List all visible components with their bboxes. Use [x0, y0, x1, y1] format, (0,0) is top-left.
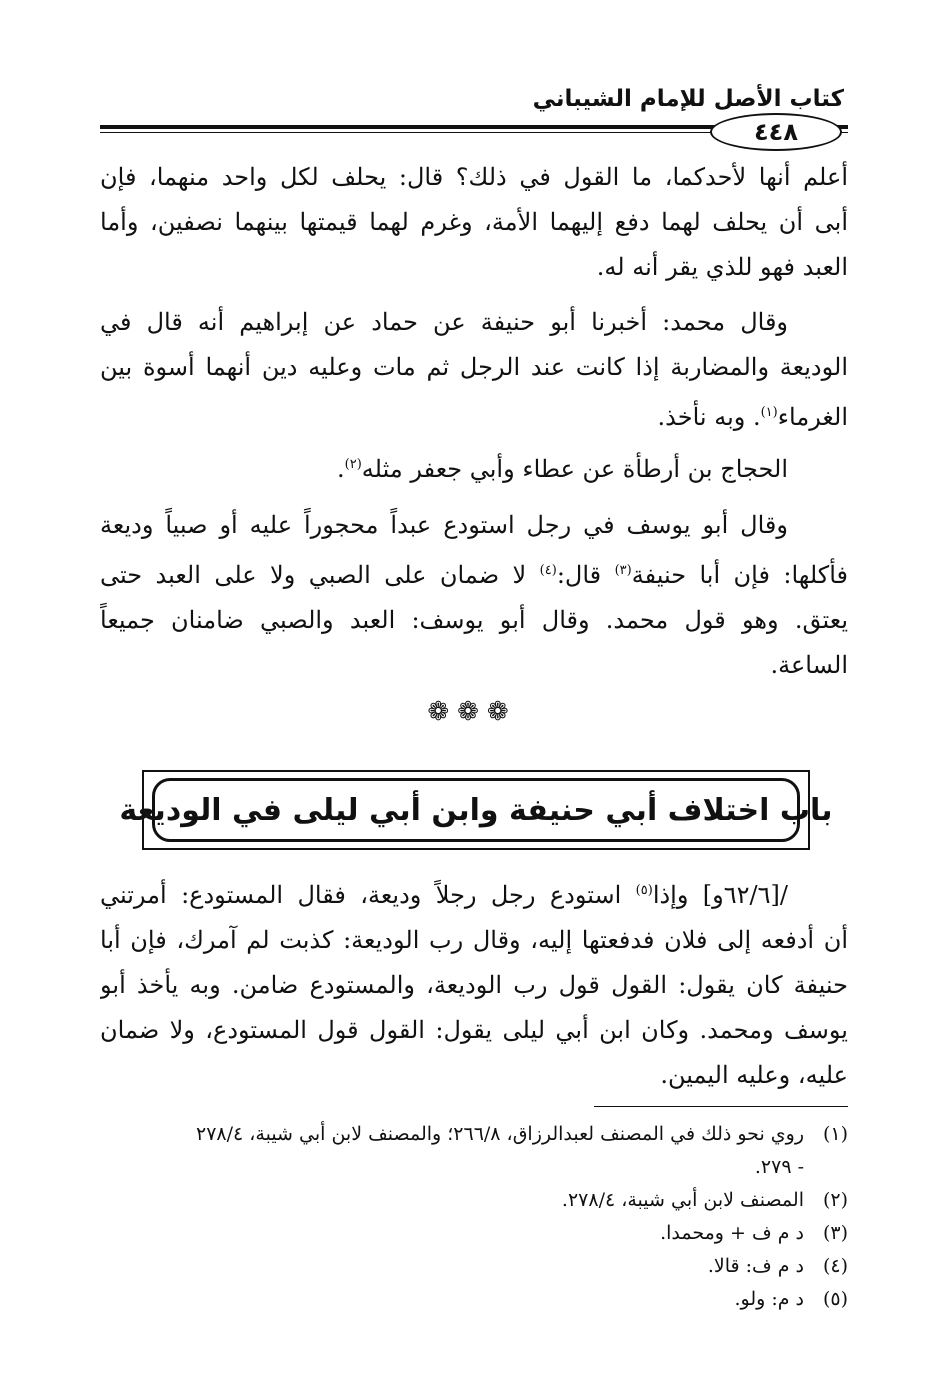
paragraph-4	[100, 503, 848, 688]
text-line: أبى أن يحلف لهما دفع إليهما الأمة، وغرم لهما قيمتها بينهما نصفين، وأما	[100, 208, 848, 236]
text-run: .	[337, 455, 345, 483]
text-run: لا ضمان على الصبي ولا على العبد حتى	[100, 561, 540, 589]
footnote-ref-3[interactable]: (٣)	[614, 563, 632, 578]
footnote-number: (٤)	[822, 1255, 848, 1277]
footnote-item	[100, 1184, 848, 1217]
footnote-ref-2[interactable]: (٢)	[344, 457, 362, 472]
section-ornament-icon: ❁❁❁	[427, 697, 517, 727]
footnote-item	[100, 1283, 848, 1316]
text-line: العبد فهو للذي يقر أنه له.	[596, 253, 848, 281]
footnote-text: د م ف + ومحمدا.	[660, 1222, 804, 1244]
text-run: الحجاج بن أرطأة عن عطاء وأبي جعفر مثله	[361, 455, 788, 483]
text-line: يعتق. وهو قول محمد. وقال أبو يوسف: العبد والصبي ضامنان جميعاً	[100, 606, 848, 634]
chapter-heading-frame	[119, 770, 833, 850]
page-number	[710, 113, 842, 151]
footnote-ref-5[interactable]: (٥)	[635, 883, 653, 898]
paragraph-1	[100, 155, 848, 290]
text-line: يوسف ومحمد. وكان ابن أبي ليلى يقول: القول قول المستودع، ولا ضمان	[100, 1016, 848, 1044]
text-line	[100, 868, 848, 918]
text-run: قال:	[556, 561, 615, 589]
footnote-text: د م: ولو.	[734, 1288, 804, 1310]
text-run: الغرماء	[777, 403, 848, 431]
footnotes	[100, 1118, 848, 1316]
page-number-text: ٤٤٨	[754, 118, 798, 146]
footnote-text: روي نحو ذلك في المصنف لعبدالرزاق، ٢٦٦/٨؛ والمصنف لابن أبي شيبة، ٢٧٨/٤	[196, 1123, 804, 1145]
footnote-continuation: - ٢٧٩.	[754, 1156, 804, 1178]
footnote-number: (١)	[822, 1123, 848, 1145]
footnote-item	[100, 1118, 848, 1151]
footnote-ref-4[interactable]: (٤)	[539, 563, 557, 578]
text-line: عليه، وعليه اليمين.	[660, 1061, 848, 1089]
paragraph-3	[100, 442, 848, 492]
running-title: كتاب الأصل للإمام الشيباني	[532, 86, 844, 112]
chapter-heading-inner-frame	[119, 778, 833, 842]
text-line: أعلم أنها لأحدكما، ما القول في ذلك؟ قال: يحلف لكل واحد منهما، فإن	[100, 163, 848, 191]
text-line: حنيفة كان يقول: القول قول رب الوديعة، والمستودع ضامن. وبه يأخذ أبو	[100, 971, 848, 999]
footnote-item	[100, 1217, 848, 1250]
text-run: استودع رجل رجلاً وديعة، فقال المستودع: أمرتني	[100, 881, 636, 909]
text-line: أن أدفعه إلى فلان فدفعتها إليه، وقال رب الوديعة: كذبت لم آمرك، فإن أبا	[100, 926, 848, 954]
text-line: الساعة.	[770, 651, 848, 679]
text-line	[100, 548, 848, 598]
footnote-item	[100, 1250, 848, 1283]
paragraph-5	[100, 868, 848, 1098]
chapter-title: باب اختلاف أبي حنيفة وابن أبي ليلى في الوديعة	[119, 792, 833, 828]
text-run: فأكلها: فإن أبا حنيفة	[631, 561, 848, 589]
text-line: الوديعة والمضاربة إذا كانت عند الرجل ثم مات وعليه دين أنهما أسوة بين	[100, 353, 848, 381]
footnote-number: (٣)	[822, 1222, 848, 1244]
paragraph-2	[100, 300, 848, 440]
footnote-text: المصنف لابن أبي شيبة، ٢٧٨/٤.	[561, 1189, 804, 1211]
text-run: /[٦٢/٦و] وإذا	[652, 881, 788, 909]
text-line	[100, 442, 848, 492]
text-line: وقال محمد: أخبرنا أبو حنيفة عن حماد عن إبراهيم أنه قال في	[100, 308, 789, 336]
footnote-number: (٥)	[822, 1288, 848, 1310]
footnote-separator	[594, 1106, 848, 1107]
text-line: وقال أبو يوسف في رجل استودع عبداً محجوراً عليه أو صبياً وديعة	[100, 511, 788, 539]
footnote-text: د م ف: قالا.	[707, 1255, 804, 1277]
footnote-number: (٢)	[822, 1189, 848, 1211]
text-line	[100, 390, 848, 440]
text-run: . وبه نأخذ.	[657, 403, 761, 431]
footnote-ref-1[interactable]: (١)	[760, 405, 778, 420]
